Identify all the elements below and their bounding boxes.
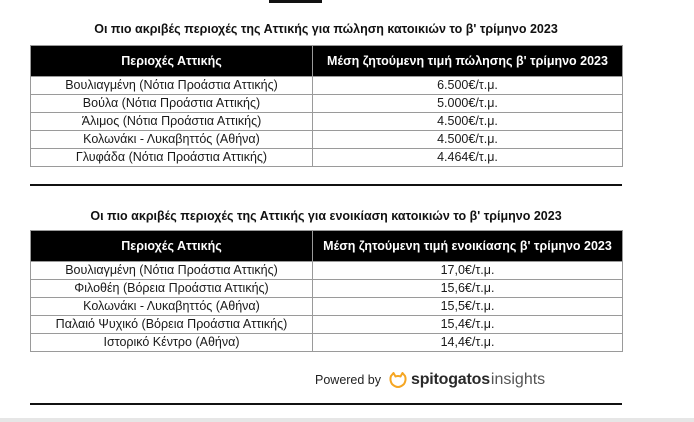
table-row <box>31 262 623 280</box>
table-row <box>31 149 623 167</box>
column-header-price: Μέση ζητούμενη τιμή πώλησης β' τρίμηνο 2023 <box>313 46 623 77</box>
column-header-area: Περιοχές Αττικής <box>31 46 313 77</box>
sale-prices-table <box>30 45 623 167</box>
area-cell: Φιλοθέη (Βόρεια Προάστια Αττικής) <box>31 280 313 298</box>
rent-prices-table <box>30 230 623 352</box>
powered-by-footer <box>315 370 545 390</box>
bottom-divider <box>30 403 622 405</box>
price-cell: 4.464€/τ.μ. <box>313 149 623 167</box>
price-cell: 4.500€/τ.μ. <box>313 131 623 149</box>
price-cell: 15,4€/τ.μ. <box>313 316 623 334</box>
area-cell: Παλαιό Ψυχικό (Βόρεια Προάστια Αττικής) <box>31 316 313 334</box>
area-cell: Βουλιαγμένη (Νότια Προάστια Αττικής) <box>31 77 313 95</box>
table-row <box>31 95 623 113</box>
sale-table-title: Οι πιο ακριβές περιοχές της Αττικής για πώληση κατοικιών το β' τρίμηνο 2023 <box>94 22 558 36</box>
area-cell: Βούλα (Νότια Προάστια Αττικής) <box>31 95 313 113</box>
table-row <box>31 316 623 334</box>
table-row <box>31 280 623 298</box>
price-cell: 15,5€/τ.μ. <box>313 298 623 316</box>
column-header-area: Περιοχές Αττικής <box>31 231 313 262</box>
price-cell: 6.500€/τ.μ. <box>313 77 623 95</box>
area-cell: Γλυφάδα (Νότια Προάστια Αττικής) <box>31 149 313 167</box>
rent-table-title: Οι πιο ακριβές περιοχές της Αττικής για ενοικίαση κατοικιών το β' τρίμηνο 2023 <box>90 209 562 223</box>
table-row <box>31 131 623 149</box>
top-divider-fragment <box>269 0 322 3</box>
powered-by-label: Powered by <box>315 373 382 387</box>
area-cell: Κολωνάκι - Λυκαβηττός (Αθήνα) <box>31 131 313 149</box>
column-header-price: Μέση ζητούμενη τιμή ενοικίασης β' τρίμηνο 2023 <box>313 231 623 262</box>
area-cell: Άλιμος (Νότια Προάστια Αττικής) <box>31 113 313 131</box>
price-cell: 4.500€/τ.μ. <box>313 113 623 131</box>
price-cell: 15,6€/τ.μ. <box>313 280 623 298</box>
table-header-row <box>31 46 623 77</box>
section-divider <box>30 184 622 186</box>
area-cell: Βουλιαγμένη (Νότια Προάστια Αττικής) <box>31 262 313 280</box>
brand-name: spitogatos <box>411 371 490 388</box>
table-row <box>31 113 623 131</box>
spitogatos-cat-icon <box>389 372 407 388</box>
price-cell: 17,0€/τ.μ. <box>313 262 623 280</box>
table-row <box>31 298 623 316</box>
table-row <box>31 77 623 95</box>
table-header-row <box>31 231 623 262</box>
table-row <box>31 334 623 352</box>
price-cell: 5.000€/τ.μ. <box>313 95 623 113</box>
area-cell: Κολωνάκι - Λυκαβηττός (Αθήνα) <box>31 298 313 316</box>
area-cell: Ιστορικό Κέντρο (Αθήνα) <box>31 334 313 352</box>
price-cell: 14,4€/τ.μ. <box>313 334 623 352</box>
horizontal-scrollbar[interactable] <box>0 418 694 422</box>
brand-suffix: insights <box>490 371 546 388</box>
